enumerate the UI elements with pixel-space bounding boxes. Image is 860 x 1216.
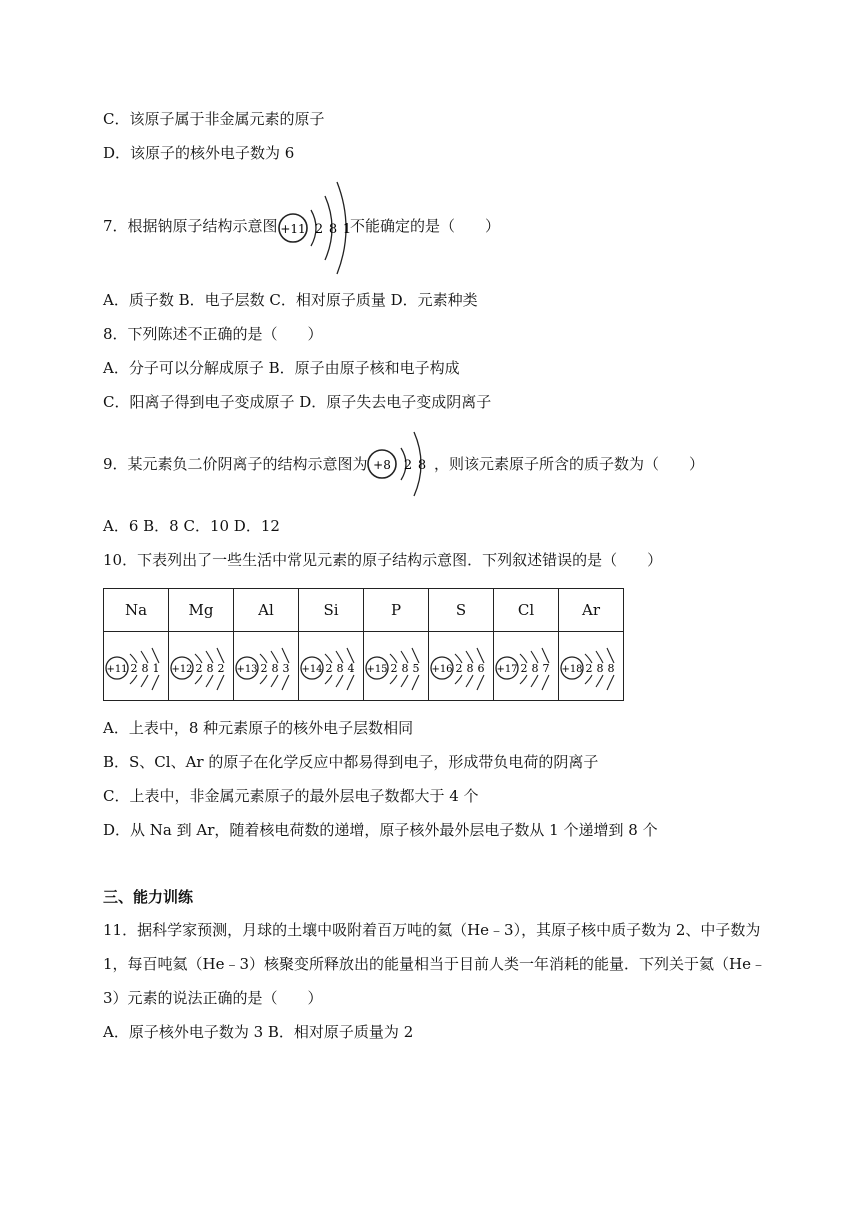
anion-structure-diagram <box>366 424 434 504</box>
shell-electrons: 4 <box>347 662 355 675</box>
shell-electrons: 8 <box>531 662 539 675</box>
table-cell <box>364 589 429 632</box>
atom-structure-diagram <box>299 632 363 696</box>
shell-arc <box>347 675 354 690</box>
q10-option-a: A．上表中，8 种元素原子的核外电子层数相同 <box>103 719 414 737</box>
shell-electrons: 5 <box>412 662 420 675</box>
q7-stem-prefix: 7．根据钠原子结构示意图 <box>103 217 278 235</box>
shell-arc <box>542 675 549 690</box>
table-cell <box>104 589 169 632</box>
q10-option-d: D．从 Na 到 Ar，随着核电荷数的递增，原子核外最外层电子数从 1 个递增到 8 个 <box>103 821 658 839</box>
nucleus-charge: +13 <box>236 664 258 675</box>
table-cell <box>299 632 364 701</box>
shell-electrons: 2 <box>403 458 413 473</box>
nucleus-charge: +11 <box>280 222 306 236</box>
atom-structure-diagram <box>169 632 233 696</box>
section-heading: 三、能力训练 <box>103 888 194 906</box>
shell-arc <box>217 648 224 663</box>
nucleus-charge: +15 <box>366 664 388 675</box>
element-symbol: Si <box>323 601 339 619</box>
q6-option-d: D．该原子的核外电子数为 6 <box>103 144 295 162</box>
shell-arc <box>206 675 213 687</box>
shell-arc <box>260 675 267 684</box>
nucleus-charge: +14 <box>301 664 323 675</box>
shell-arc <box>607 648 614 663</box>
q7-options: A．质子数 B．电子层数 C．相对原子质量 D．元素种类 <box>103 291 478 309</box>
element-symbol: Mg <box>188 601 214 619</box>
shell-arc <box>271 675 278 687</box>
q9-stem-prefix: 9．某元素负二价阴离子的结构示意图为 <box>103 455 368 473</box>
element-symbol: P <box>390 601 402 619</box>
shell-electrons: 6 <box>477 662 485 675</box>
shell-electrons: 8 <box>607 662 615 675</box>
table-cell <box>234 589 299 632</box>
element-symbol: S <box>455 601 467 619</box>
table-cell <box>494 632 559 701</box>
element-symbol: Ar <box>581 601 600 619</box>
shell-arc <box>412 648 419 663</box>
q8-options-ab: A．分子可以分解成原子 B．原子由原子核和电子构成 <box>103 359 460 377</box>
q6-option-c: C．该原子属于非金属元素的原子 <box>103 110 325 128</box>
shell-electrons: 2 <box>390 662 398 675</box>
shell-electrons: 8 <box>417 458 427 473</box>
sodium-atom-structure-diagram <box>273 176 358 276</box>
q11-stem-line-2: 1，每百吨氦（He﹣3）核聚变所释放出的能量相当于目前人类一年消耗的能量．下列关于氦（He﹣ <box>103 955 767 973</box>
shell-electrons: 3 <box>282 662 290 675</box>
shell-arc <box>195 675 202 684</box>
q7-stem-suffix: 不能确定的是（ ） <box>350 217 501 235</box>
shell-arc <box>542 648 549 663</box>
shell-arc <box>401 675 408 687</box>
table-cell <box>364 632 429 701</box>
shell-electrons: 2 <box>520 662 528 675</box>
nucleus-charge: +16 <box>431 664 453 675</box>
shell-arc <box>531 675 538 687</box>
nucleus-charge: +11 <box>106 664 128 675</box>
shell-arc <box>607 675 614 690</box>
shell-arc <box>477 675 484 690</box>
q10-stem: 10．下表列出了一些生活中常见元素的原子结构示意图．下列叙述错误的是（ ） <box>103 551 663 569</box>
table-cell <box>299 589 364 632</box>
shell-electrons: 2 <box>455 662 463 675</box>
shell-electrons: 2 <box>314 222 324 237</box>
shell-arc <box>466 675 473 687</box>
nucleus-charge: +12 <box>171 664 193 675</box>
table-cell <box>104 632 169 701</box>
q10-option-b: B．S、Cl、Ar 的原子在化学反应中都易得到电子，形成带负电荷的阴离子 <box>103 753 599 771</box>
shell-arc <box>390 675 397 684</box>
q10-option-c: C．上表中，非金属元素原子的最外层电子数都大于 4 个 <box>103 787 479 805</box>
table-cell <box>169 589 234 632</box>
atom-structure-diagram <box>364 632 428 696</box>
q11-stem-line-3: 3）元素的说法正确的是（ ） <box>103 989 323 1007</box>
table-row-diagrams <box>104 632 624 701</box>
atom-structure-diagram <box>104 632 168 696</box>
q9-stem-suffix: ，则该元素原子所含的质子数为（ ） <box>434 455 705 473</box>
shell-arc <box>325 675 332 684</box>
shell-electrons: 8 <box>141 662 149 675</box>
q9-options: A．6 B．8 C．10 D．12 <box>103 517 280 535</box>
atom-structure-diagram <box>559 632 623 696</box>
element-symbol: Cl <box>517 601 535 619</box>
shell-electrons: 8 <box>206 662 214 675</box>
shell-arc <box>412 675 419 690</box>
element-structure-table <box>103 588 624 701</box>
shell-arc <box>347 648 354 663</box>
q11-stem-line-1: 11．据科学家预测，月球的土壤中吸附着百万吨的氦（He﹣3），其原子核中质子数为 2、中子数为 <box>103 921 761 939</box>
shell-electrons: 2 <box>130 662 138 675</box>
shell-electrons: 2 <box>260 662 268 675</box>
q11-options-ab: A．原子核外电子数为 3 B．相对原子质量为 2 <box>103 1023 414 1041</box>
table-cell <box>234 632 299 701</box>
shell-arc <box>130 675 137 684</box>
shell-arc <box>141 675 148 687</box>
table-cell <box>429 589 494 632</box>
q8-stem: 8．下列陈述不正确的是（ ） <box>103 325 323 343</box>
shell-arc <box>520 675 527 684</box>
shell-electrons: 8 <box>336 662 344 675</box>
q8-options-cd: C．阳离子得到电子变成原子 D．原子失去电子变成阴离子 <box>103 393 492 411</box>
shell-electrons: 8 <box>401 662 409 675</box>
shell-arc <box>282 648 289 663</box>
table-cell <box>169 632 234 701</box>
atom-structure-diagram <box>429 632 493 696</box>
shell-arc <box>477 648 484 663</box>
shell-electrons: 8 <box>466 662 474 675</box>
shell-electrons: 2 <box>585 662 593 675</box>
shell-electrons: 1 <box>342 222 352 237</box>
shell-arc <box>152 675 159 690</box>
nucleus-charge: +18 <box>561 664 583 675</box>
nucleus-charge: +17 <box>496 664 518 675</box>
table-cell <box>559 589 624 632</box>
shell-arc <box>585 675 592 684</box>
element-symbol: Al <box>258 601 274 619</box>
shell-arc <box>455 675 462 684</box>
shell-arc <box>596 675 603 687</box>
atom-structure-diagram <box>234 632 298 696</box>
shell-arc <box>217 675 224 690</box>
shell-arc <box>152 648 159 663</box>
shell-electrons: 1 <box>152 662 160 675</box>
shell-electrons: 2 <box>325 662 333 675</box>
shell-electrons: 8 <box>596 662 604 675</box>
shell-electrons: 7 <box>542 662 550 675</box>
table-cell <box>494 589 559 632</box>
table-cell <box>429 632 494 701</box>
shell-electrons: 8 <box>328 222 338 237</box>
atom-structure-diagram <box>494 632 558 696</box>
shell-electrons: 2 <box>217 662 225 675</box>
shell-arc <box>282 675 289 690</box>
element-symbol: Na <box>124 601 148 619</box>
shell-arc <box>336 675 343 687</box>
nucleus-charge: +8 <box>373 458 391 472</box>
shell-electrons: 8 <box>271 662 279 675</box>
table-cell <box>559 632 624 701</box>
shell-electrons: 2 <box>195 662 203 675</box>
table-row-symbols <box>104 589 624 632</box>
